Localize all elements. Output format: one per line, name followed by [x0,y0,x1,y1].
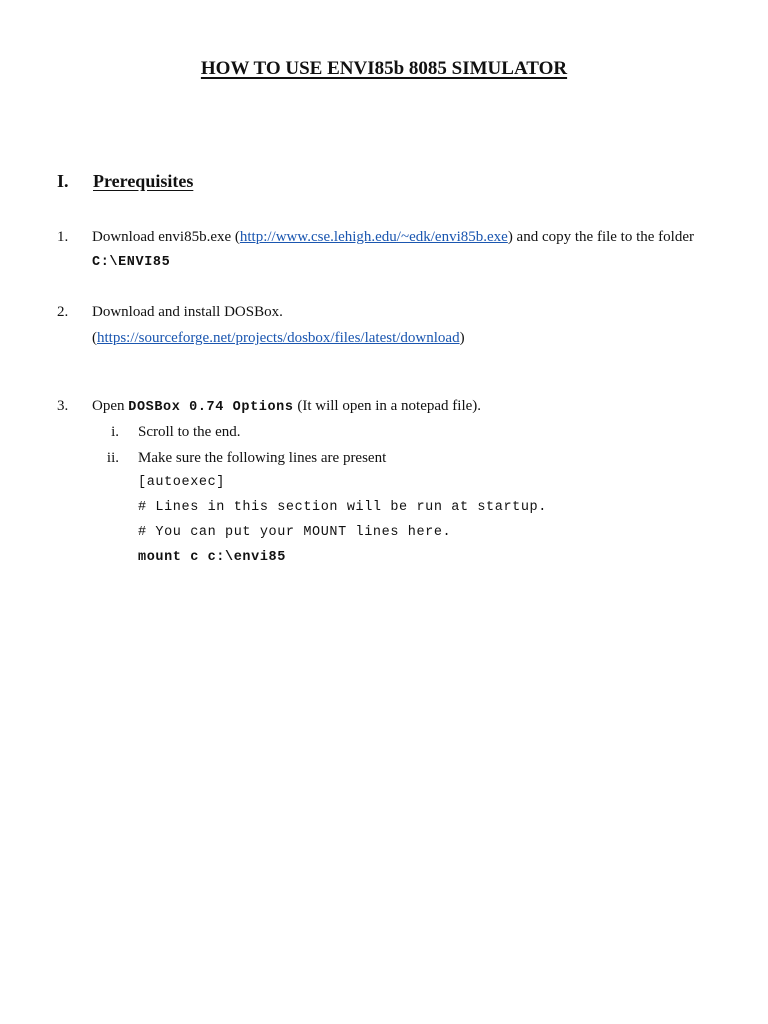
code-line-autoexec: [autoexec] [138,475,226,490]
step-2-text: Download and install DOSBox. [92,304,283,320]
step-3-text-after: (It will open in a notepad file). [293,398,482,414]
step-1-number: 1. [57,229,69,245]
substep-ii-text: Make sure the following lines are present [138,450,387,466]
step-1-text [92,229,694,246]
dosbox-download-link[interactable]: https://sourceforge.net/projects/dosbox/files/latest/download [97,330,460,346]
envi85b-download-link[interactable]: http://www.cse.lehigh.edu/~edk/envi85b.exe [239,229,508,245]
section-number: I. [57,171,69,191]
step-2-link-line [92,330,465,347]
code-line-comment-startup: # Lines in this section will be run at startup. [138,500,547,515]
step-3-text-before: Open [92,398,129,414]
code-line-comment-mount: # You can put your MOUNT lines here. [138,525,452,540]
step-2-paren-close: ) [459,330,465,346]
step-3-text [92,398,481,415]
step-1-folder: C:\ENVI85 [92,255,171,270]
step-1-text-after: ) and copy the file to the folder [507,229,694,245]
substep-i-number: i. [111,424,119,440]
step-2-paren-open: ( [92,330,97,346]
document-title: HOW TO USE ENVI85b 8085 SIMULATOR [200,58,568,79]
step-3-number: 3. [57,398,69,414]
substep-ii-number: ii. [106,450,119,466]
substep-i-text: Scroll to the end. [138,424,241,440]
step-1-text-before: Download envi85b.exe ( [92,229,240,245]
section-title: Prerequisites [93,171,194,191]
code-line-mount-command: mount c c:\envi85 [138,550,286,565]
step-2-number: 2. [57,304,69,320]
dosbox-options-code: DOSBox 0.74 Options [128,400,294,415]
